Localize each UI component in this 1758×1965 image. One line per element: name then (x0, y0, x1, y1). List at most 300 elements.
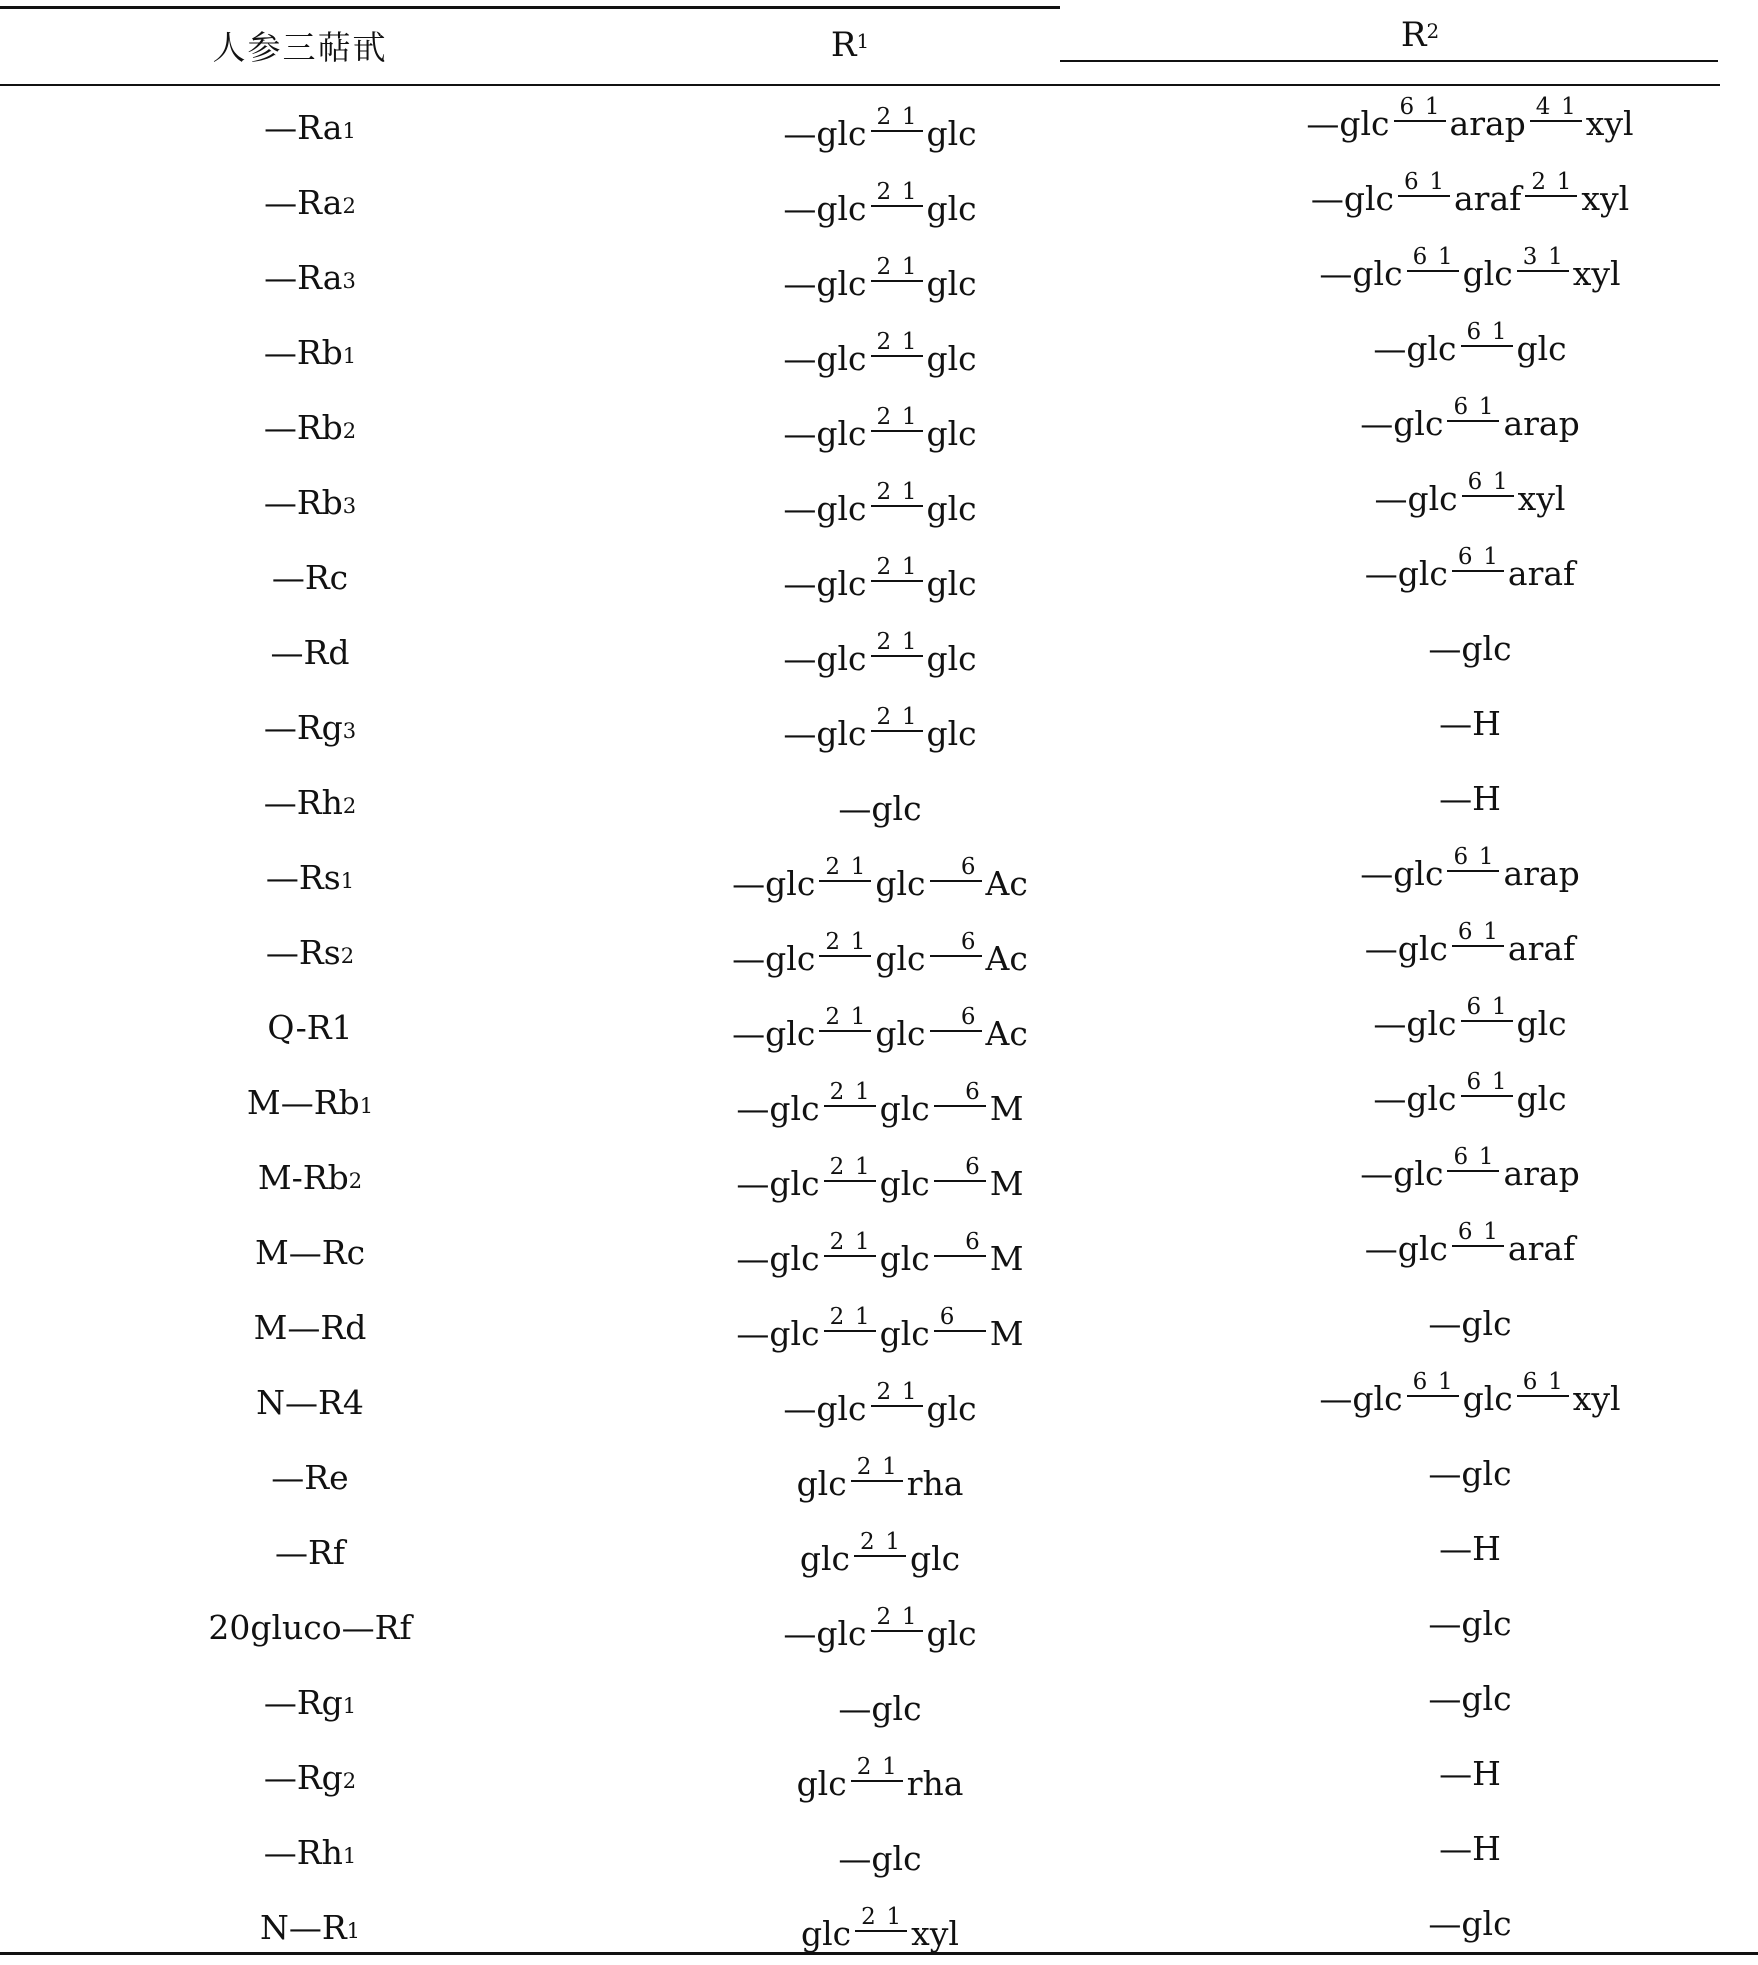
sugar-unit: glc (1516, 1003, 1567, 1043)
header-col-r1 (780, 18, 920, 72)
glycosidic-link (824, 1081, 876, 1107)
r1-substituent (680, 1678, 1080, 1738)
r1-substituent (680, 853, 1080, 913)
sugar-unit: xyl (1585, 103, 1634, 143)
link-positions (1447, 846, 1499, 870)
header-col-r1-text: R (830, 25, 857, 65)
link-bond-line (1447, 420, 1499, 422)
compound-name-text: —Rs (265, 932, 341, 972)
r2-substituent (1210, 993, 1730, 1053)
link-bond-line (930, 955, 982, 957)
r2-substituent (1210, 1443, 1730, 1503)
link-positions (854, 1531, 906, 1555)
link-bond-line (871, 505, 923, 507)
link-bond-line (871, 355, 923, 357)
link-bond-line (1452, 570, 1504, 572)
link-position-to: 1 (1478, 394, 1494, 420)
link-positions (930, 1006, 982, 1030)
r1-substituent (680, 1528, 1080, 1588)
link-positions (934, 1231, 986, 1255)
link-position-from: 2 (829, 1079, 845, 1105)
link-positions (871, 556, 923, 580)
glycosidic-link (1394, 96, 1446, 122)
sugar-unit: —glc (1319, 1378, 1403, 1418)
sugar-unit: —glc (1428, 628, 1512, 668)
link-positions (934, 1081, 986, 1105)
glycosidic-link (930, 1006, 982, 1032)
r1-substituent (680, 253, 1080, 313)
link-positions (1407, 246, 1459, 270)
r1-substituent (680, 703, 1080, 763)
sugar-unit: Ac (985, 1013, 1028, 1053)
glycosidic-link (819, 1006, 871, 1032)
r1-substituent (680, 1453, 1080, 1513)
sugar-unit: glc (875, 863, 926, 903)
link-bond-line (934, 1180, 986, 1182)
header-col-name (150, 20, 450, 74)
link-position-to: 1 (850, 929, 866, 955)
r2-substituent (1210, 1218, 1730, 1278)
sugar-unit: rha (906, 1763, 964, 1803)
link-positions (1398, 171, 1450, 195)
r2-substituent (1210, 768, 1730, 828)
link-bond-line (1462, 495, 1514, 497)
link-position-to: 1 (901, 104, 917, 130)
sugar-unit: arap (1449, 103, 1526, 143)
link-position-to: 6 (960, 854, 976, 880)
link-position-from: 6 (1467, 469, 1483, 495)
compound-name (150, 322, 470, 382)
link-positions (871, 106, 923, 130)
glycosidic-link (1525, 171, 1577, 197)
glycosidic-link (871, 406, 923, 432)
r1-substituent (680, 1078, 1080, 1138)
compound-name-subscript: 2 (348, 1168, 363, 1193)
compound-name (150, 1897, 470, 1957)
compound-name-text: —Re (271, 1457, 349, 1497)
r1-substituent (680, 1153, 1080, 1213)
sugar-unit: —glc (1364, 928, 1448, 968)
link-positions (871, 481, 923, 505)
sugar-unit: —H (1439, 1753, 1501, 1793)
compound-name (150, 997, 470, 1057)
r2-substituent (1210, 618, 1730, 678)
sugar-unit: glc (796, 1463, 847, 1503)
sugar-unit: glc (926, 563, 977, 603)
r1-substituent (680, 1228, 1080, 1288)
link-position-from: 2 (825, 1004, 840, 1030)
link-positions (824, 1306, 876, 1330)
link-position-from: 6 (1457, 1219, 1473, 1245)
compound-name (150, 1522, 470, 1582)
compound-name-text: N—R (259, 1907, 347, 1947)
r2-substituent (1210, 318, 1730, 378)
compound-name (150, 97, 470, 157)
link-position-to: 1 (854, 1154, 870, 1180)
sugar-unit: M (989, 1163, 1024, 1203)
sugar-unit: —H (1439, 778, 1501, 818)
compound-name (150, 922, 470, 982)
link-positions (1530, 96, 1582, 120)
sugar-unit: —glc (1360, 403, 1444, 443)
link-positions (1461, 996, 1513, 1020)
link-position-to: 1 (1491, 319, 1507, 345)
link-positions (819, 1006, 871, 1030)
r1-substituent (680, 778, 1080, 838)
link-position-to: 1 (901, 179, 917, 205)
link-position-from: 2 (876, 404, 892, 430)
link-position-from: 6 (1457, 919, 1473, 945)
glycosidic-link (934, 1231, 986, 1257)
r2-substituent (1210, 468, 1730, 528)
glycosidic-link (1452, 921, 1504, 947)
sugar-unit: —glc (1373, 328, 1457, 368)
r2-substituent (1210, 693, 1730, 753)
compound-name-text: —Ra (264, 182, 343, 222)
link-position-to: 1 (1429, 169, 1444, 195)
link-positions (1452, 1221, 1504, 1245)
compound-name (150, 622, 470, 682)
compound-name (150, 1672, 470, 1732)
compound-name-subscript: 1 (359, 1093, 374, 1118)
link-position-to: 1 (901, 1379, 917, 1405)
r1-substituent (680, 1603, 1080, 1663)
compound-name-subscript: 1 (346, 1918, 361, 1943)
link-position-to: 1 (1483, 919, 1498, 945)
link-position-to: 1 (854, 1229, 870, 1255)
compound-name-text: —Rg (263, 1682, 343, 1722)
glycosidic-link (871, 106, 923, 132)
r2-substituent (1210, 543, 1730, 603)
header-col-r1-sup: 1 (856, 29, 870, 53)
link-bond-line (871, 1630, 923, 1632)
link-positions (930, 931, 982, 955)
r1-substituent (680, 553, 1080, 613)
compound-name-subscript: 1 (342, 343, 357, 368)
link-position-from: 2 (1531, 169, 1546, 195)
glycosidic-link (824, 1156, 876, 1182)
link-position-from: 6 (939, 1304, 955, 1330)
link-position-to: 1 (901, 629, 917, 655)
sugar-unit: glc (926, 488, 977, 528)
glycosidic-link (1517, 1371, 1569, 1397)
compound-name-subscript: 2 (342, 1768, 357, 1793)
link-position-to: 1 (1437, 1369, 1453, 1395)
link-bond-line (819, 880, 871, 882)
compound-name (150, 547, 470, 607)
r2-substituent (1210, 1668, 1730, 1728)
glycosidic-link (871, 706, 923, 732)
glycosidic-link (1530, 96, 1582, 122)
r1-substituent (680, 103, 1080, 163)
sugar-unit: glc (926, 1613, 977, 1653)
r2-substituent (1210, 243, 1730, 303)
sugar-unit: glc (926, 1388, 977, 1428)
compound-name (150, 1447, 470, 1507)
header-col-name-text: 人参三萜甙 (212, 27, 388, 67)
link-bond-line (871, 1405, 923, 1407)
r1-substituent (680, 403, 1080, 463)
compound-name-text: —Rg (263, 1757, 343, 1797)
link-position-to: 1 (1424, 94, 1440, 120)
sugar-unit: —glc (1428, 1603, 1512, 1643)
link-bond-line (1452, 945, 1504, 947)
header-col-r2 (1350, 8, 1490, 62)
glycosidic-link (930, 856, 982, 882)
r1-substituent (680, 328, 1080, 388)
link-positions (824, 1156, 876, 1180)
link-bond-line (824, 1105, 876, 1107)
link-position-from: 2 (876, 554, 892, 580)
sugar-unit: xyl (1572, 253, 1621, 293)
sugar-unit: xyl (911, 1913, 959, 1953)
compound-name-text: 20gluco—Rf (208, 1607, 412, 1647)
compound-name-subscript: 2 (342, 193, 356, 218)
r2-substituent (1210, 1593, 1730, 1653)
r2-substituent (1210, 918, 1730, 978)
glycosidic-link (824, 1306, 876, 1332)
sugar-unit: glc (801, 1913, 852, 1953)
sugar-unit: rha (906, 1463, 964, 1503)
link-position-to: 6 (965, 1154, 980, 1180)
glycosidic-link (871, 256, 923, 282)
sugar-unit: —glc (1373, 1003, 1457, 1043)
link-position-from: 2 (876, 629, 892, 655)
link-position-from: 4 (1535, 94, 1551, 120)
r2-substituent (1210, 1068, 1730, 1128)
link-bond-line (1407, 1395, 1459, 1397)
link-position-from: 2 (825, 854, 840, 880)
sugar-unit: glc (1516, 1078, 1567, 1118)
sugar-unit: M (989, 1088, 1024, 1128)
link-position-to: 1 (901, 329, 917, 355)
link-position-to: 1 (1478, 844, 1494, 870)
link-position-from: 6 (1466, 994, 1482, 1020)
glycosidic-link (819, 856, 871, 882)
glycosidic-link (871, 181, 923, 207)
compound-name-subscript: 3 (342, 268, 356, 293)
link-bond-line (854, 1555, 906, 1557)
compound-name-text: M—Rc (254, 1232, 366, 1272)
link-position-to: 1 (1483, 544, 1498, 570)
r1-substituent (680, 478, 1080, 538)
sugar-unit: —glc (783, 713, 867, 753)
sugar-unit: —glc (1373, 1078, 1457, 1118)
sugar-unit: glc (926, 113, 977, 153)
sugar-unit: —glc (1374, 478, 1458, 518)
sugar-unit: M (989, 1238, 1024, 1278)
link-position-from: 2 (876, 479, 892, 505)
link-position-to: 6 (960, 1004, 976, 1030)
link-position-to: 1 (901, 404, 917, 430)
sugar-unit: —glc (1310, 178, 1394, 218)
link-bond-line (871, 655, 923, 657)
link-positions (871, 631, 923, 655)
link-position-from: 2 (876, 104, 892, 130)
glycosidic-link (819, 931, 871, 957)
sugar-unit: —glc (1364, 553, 1448, 593)
link-positions (1525, 171, 1577, 195)
link-position-to: 1 (886, 1904, 902, 1930)
glycosidic-link (1447, 846, 1499, 872)
r2-substituent (1210, 1293, 1730, 1353)
link-position-from: 2 (856, 1754, 872, 1780)
compound-name-subscript: 3 (342, 493, 357, 518)
r1-substituent (680, 1003, 1080, 1063)
link-positions (1452, 921, 1504, 945)
link-bond-line (824, 1180, 876, 1182)
link-bond-line (934, 1255, 986, 1257)
sugar-unit: glc (875, 1013, 926, 1053)
link-position-to: 1 (901, 1604, 917, 1630)
link-position-to: 1 (1561, 94, 1576, 120)
r1-substituent (680, 1753, 1080, 1813)
compound-name-subscript: 2 (342, 793, 357, 818)
link-position-to: 1 (854, 1079, 870, 1105)
link-positions (1461, 321, 1513, 345)
link-positions (1407, 1371, 1459, 1395)
link-position-from: 6 (1404, 169, 1419, 195)
link-bond-line (934, 1105, 986, 1107)
sugar-unit: glc (879, 1313, 930, 1353)
link-positions (871, 406, 923, 430)
compound-name-text: Q-R1 (267, 1007, 353, 1047)
link-bond-line (1517, 1395, 1569, 1397)
glycosidic-link (871, 1606, 923, 1632)
link-bond-line (871, 430, 923, 432)
r2-substituent (1210, 1893, 1730, 1953)
compound-name-text: M—Rb (246, 1082, 360, 1122)
link-positions (871, 256, 923, 280)
link-position-to: 1 (901, 554, 917, 580)
link-position-to: 6 (965, 1079, 980, 1105)
link-positions (930, 856, 982, 880)
link-position-to: 1 (1437, 244, 1453, 270)
link-positions (934, 1306, 986, 1330)
top-rule (0, 6, 1060, 9)
sugar-unit: —glc (732, 1013, 816, 1053)
link-positions (871, 1606, 923, 1630)
sugar-unit: —glc (783, 263, 867, 303)
compound-name-text: —Rg (263, 707, 343, 747)
header-rule-left (0, 84, 790, 86)
r1-substituent (680, 928, 1080, 988)
link-bond-line (851, 1480, 903, 1482)
sugar-unit: —glc (736, 1163, 820, 1203)
compound-name-text: M—Rd (253, 1307, 367, 1347)
compound-name-text: —Ra (264, 257, 343, 297)
sugar-unit: —glc (732, 938, 816, 978)
sugar-unit: —glc (783, 638, 867, 678)
glycosidic-link (871, 331, 923, 357)
link-positions (824, 1231, 876, 1255)
glycosidic-link (934, 1306, 986, 1332)
link-position-to: 1 (850, 854, 866, 880)
link-bond-line (819, 1030, 871, 1032)
sugar-unit: glc (926, 338, 977, 378)
link-positions (824, 1081, 876, 1105)
sugar-unit: Ac (985, 938, 1028, 978)
sugar-unit: —H (1439, 1528, 1501, 1568)
link-position-to: 1 (901, 479, 917, 505)
link-position-to: 6 (960, 929, 976, 955)
link-position-to: 1 (1491, 1069, 1507, 1095)
r2-substituent (1210, 1143, 1730, 1203)
sugar-unit: —glc (736, 1238, 820, 1278)
r1-substituent (680, 178, 1080, 238)
compound-name-subscript: 1 (340, 868, 355, 893)
compound-name (150, 247, 470, 307)
link-bond-line (871, 280, 923, 282)
sugar-unit: arap (1503, 1153, 1580, 1193)
link-positions (855, 1906, 907, 1930)
link-bond-line (871, 580, 923, 582)
link-position-to: 1 (1493, 469, 1508, 495)
sugar-unit: glc (799, 1538, 850, 1578)
link-positions (1452, 546, 1504, 570)
sugar-unit: —glc (783, 1613, 867, 1653)
link-bond-line (855, 1930, 907, 1932)
link-position-from: 6 (1522, 1369, 1538, 1395)
compound-name-text: —Rc (271, 557, 349, 597)
link-position-to: 1 (1548, 1369, 1563, 1395)
sugar-unit: —glc (732, 863, 816, 903)
link-positions (851, 1756, 903, 1780)
link-bond-line (1530, 120, 1582, 122)
glycosidic-link (1447, 396, 1499, 422)
glycosidic-link (930, 931, 982, 957)
glycosidic-link (1407, 246, 1459, 272)
compound-name-text: —Rb (263, 332, 343, 372)
compound-name-subscript: 2 (342, 418, 357, 443)
sugar-unit: arap (1503, 853, 1580, 893)
r2-substituent (1210, 1743, 1730, 1803)
sugar-unit: glc (926, 263, 977, 303)
link-position-from: 2 (829, 1229, 845, 1255)
sugar-unit: —glc (783, 488, 867, 528)
glycosidic-link (854, 1531, 906, 1557)
compound-name-subscript: 2 (340, 943, 355, 968)
link-position-from: 6 (1412, 244, 1428, 270)
r2-substituent (1210, 1518, 1730, 1578)
link-positions (819, 931, 871, 955)
link-positions (871, 181, 923, 205)
compound-name (150, 1372, 470, 1432)
sugar-unit: —glc (736, 1313, 820, 1353)
r1-substituent (680, 628, 1080, 688)
link-position-from: 2 (876, 1604, 892, 1630)
sugar-unit: xyl (1517, 478, 1566, 518)
compound-name (150, 697, 470, 757)
link-position-to: 1 (1491, 994, 1507, 1020)
sugar-unit: —glc (783, 1388, 867, 1428)
compound-name-text: —Rb (263, 407, 343, 447)
glycosidic-link (1398, 171, 1450, 197)
r2-substituent (1210, 393, 1730, 453)
link-position-from: 2 (829, 1154, 845, 1180)
header-col-r2-text: R (1400, 15, 1427, 55)
sugar-unit: —glc (783, 338, 867, 378)
link-position-from: 2 (825, 929, 840, 955)
compound-name-text: —Rb (263, 482, 343, 522)
link-positions (851, 1456, 903, 1480)
link-bond-line (1407, 270, 1459, 272)
link-bond-line (1461, 1095, 1513, 1097)
sugar-unit: —glc (1428, 1303, 1512, 1343)
sugar-unit: —glc (783, 413, 867, 453)
r2-substituent (1210, 1818, 1730, 1878)
sugar-unit: —glc (1428, 1903, 1512, 1943)
